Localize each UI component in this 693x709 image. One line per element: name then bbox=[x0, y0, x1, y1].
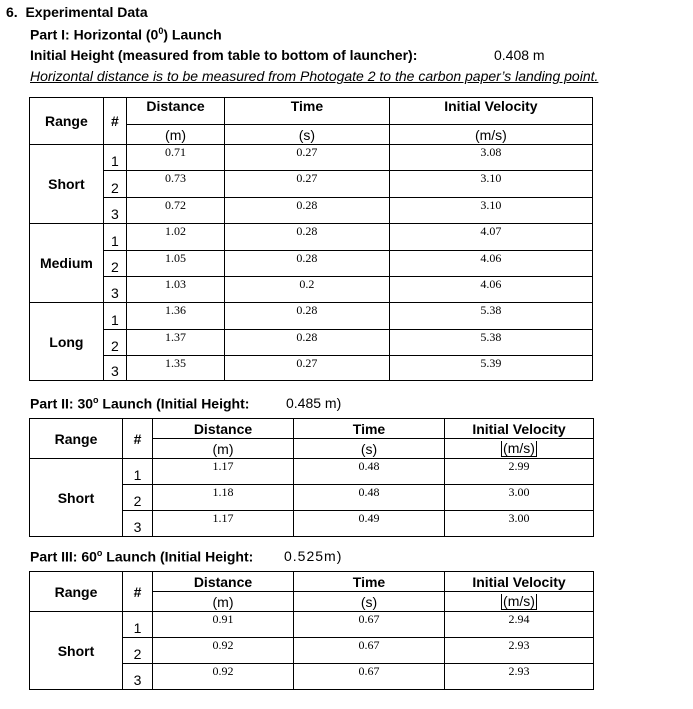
unit-velocity-cell bbox=[445, 439, 594, 459]
part3-title-suffix: Launch (Initial Height: bbox=[102, 548, 254, 565]
table-row bbox=[30, 356, 593, 381]
time-cell: 0.67 bbox=[294, 638, 445, 664]
row-number: 3 bbox=[103, 356, 126, 381]
unit-velocity: (m/s) bbox=[389, 125, 592, 145]
part3-title bbox=[30, 548, 253, 565]
time-cell: 0.28 bbox=[225, 251, 390, 277]
velocity-cell: 2.94 bbox=[445, 612, 594, 638]
part1-height-label: Initial Height (measured from table to bottom of launcher): bbox=[30, 47, 418, 63]
distance-cell: 1.17 bbox=[153, 459, 294, 485]
part1-note: Horizontal distance is to be measured from Photogate 2 to the carbon paper’s landing point. bbox=[30, 68, 599, 84]
table-row bbox=[30, 224, 593, 251]
distance-cell: 0.72 bbox=[127, 198, 225, 224]
distance-cell: 0.91 bbox=[153, 612, 294, 638]
row-number: 1 bbox=[103, 145, 126, 171]
time-cell: 0.49 bbox=[294, 511, 445, 537]
part1-title-sup: 0 bbox=[158, 26, 164, 36]
part2-title-suffix: Launch (Initial Height: bbox=[98, 395, 250, 412]
distance-cell: 1.35 bbox=[127, 356, 225, 381]
range-cell: Short bbox=[30, 459, 123, 537]
unit-distance: (m) bbox=[153, 439, 294, 459]
range-cell: Short bbox=[30, 145, 104, 224]
part3-title-sup: o bbox=[96, 548, 103, 558]
time-cell: 0.48 bbox=[294, 459, 445, 485]
time-cell: 0.48 bbox=[294, 485, 445, 511]
distance-cell: 1.37 bbox=[127, 330, 225, 356]
unit-distance: (m) bbox=[127, 125, 225, 145]
range-cell: Short bbox=[30, 612, 123, 690]
part1-title-suffix: ) Launch bbox=[163, 26, 222, 43]
row-number: 3 bbox=[103, 198, 126, 224]
table-row bbox=[30, 171, 593, 198]
header-velocity: Initial Velocity bbox=[445, 572, 594, 592]
header-num: # bbox=[123, 419, 153, 459]
row-number: 2 bbox=[103, 251, 126, 277]
header-distance: Distance bbox=[153, 572, 294, 592]
row-number: 2 bbox=[103, 171, 126, 198]
range-cell: Medium bbox=[30, 224, 104, 303]
distance-cell: 0.73 bbox=[127, 171, 225, 198]
velocity-cell: 3.10 bbox=[389, 171, 592, 198]
velocity-cell: 5.38 bbox=[389, 303, 592, 330]
time-cell: 0.28 bbox=[225, 224, 390, 251]
distance-cell: 1.02 bbox=[127, 224, 225, 251]
part3-table bbox=[29, 571, 594, 690]
distance-cell: 0.71 bbox=[127, 145, 225, 171]
row-number: 3 bbox=[123, 511, 153, 537]
part1-height-value: 0.408 m bbox=[494, 47, 545, 63]
velocity-cell: 5.39 bbox=[389, 356, 592, 381]
table-row bbox=[30, 303, 593, 330]
row-number: 1 bbox=[123, 459, 153, 485]
distance-cell: 1.36 bbox=[127, 303, 225, 330]
distance-cell: 1.17 bbox=[153, 511, 294, 537]
velocity-cell: 2.93 bbox=[445, 638, 594, 664]
table-row bbox=[30, 145, 593, 171]
velocity-cell: 3.10 bbox=[389, 198, 592, 224]
distance-cell: 1.03 bbox=[127, 277, 225, 303]
unit-time: (s) bbox=[294, 592, 445, 612]
row-number: 2 bbox=[123, 485, 153, 511]
part2-title-prefix: Part II: 30 bbox=[30, 395, 94, 412]
velocity-cell: 2.93 bbox=[445, 664, 594, 690]
table-row bbox=[30, 330, 593, 356]
row-number: 2 bbox=[123, 638, 153, 664]
unit-velocity-cell bbox=[445, 592, 594, 612]
distance-cell: 1.18 bbox=[153, 485, 294, 511]
time-cell: 0.28 bbox=[225, 330, 390, 356]
part2-title bbox=[30, 395, 249, 412]
part3-height-value: 0.525m) bbox=[284, 548, 343, 564]
unit-velocity: (m/s) bbox=[503, 440, 535, 456]
part1-title-prefix: Part I: Horizontal (0 bbox=[30, 26, 159, 43]
time-cell: 0.28 bbox=[225, 198, 390, 224]
time-cell: 0.2 bbox=[225, 277, 390, 303]
velocity-cell: 2.99 bbox=[445, 459, 594, 485]
velocity-cell: 3.00 bbox=[445, 485, 594, 511]
unit-distance: (m) bbox=[153, 592, 294, 612]
table-row bbox=[30, 198, 593, 224]
unit-time: (s) bbox=[225, 125, 390, 145]
table-row bbox=[30, 277, 593, 303]
row-number: 2 bbox=[103, 330, 126, 356]
velocity-cell: 3.00 bbox=[445, 511, 594, 537]
unit-velocity: (m/s) bbox=[503, 593, 535, 609]
table-row bbox=[30, 459, 594, 485]
header-time: Time bbox=[225, 98, 390, 125]
section-number: 6. bbox=[6, 4, 18, 20]
header-distance: Distance bbox=[153, 419, 294, 439]
part1-table bbox=[29, 97, 593, 381]
velocity-cell: 3.08 bbox=[389, 145, 592, 171]
header-range: Range bbox=[30, 98, 104, 145]
header-num: # bbox=[123, 572, 153, 612]
header-distance: Distance bbox=[127, 98, 225, 125]
header-velocity: Initial Velocity bbox=[389, 98, 592, 125]
part2-table bbox=[29, 418, 594, 537]
part1-title bbox=[30, 26, 222, 43]
time-cell: 0.27 bbox=[225, 356, 390, 381]
unit-time: (s) bbox=[294, 439, 445, 459]
row-number: 1 bbox=[103, 224, 126, 251]
section-heading bbox=[6, 4, 148, 20]
part3-title-prefix: Part III: 60 bbox=[30, 548, 97, 565]
time-cell: 0.28 bbox=[225, 303, 390, 330]
section-title: Experimental Data bbox=[25, 4, 148, 20]
row-number: 3 bbox=[123, 664, 153, 690]
header-range: Range bbox=[30, 572, 123, 612]
velocity-cell: 4.07 bbox=[389, 224, 592, 251]
row-number: 3 bbox=[103, 277, 126, 303]
header-velocity: Initial Velocity bbox=[445, 419, 594, 439]
velocity-cell: 4.06 bbox=[389, 251, 592, 277]
velocity-cell: 4.06 bbox=[389, 277, 592, 303]
time-cell: 0.67 bbox=[294, 664, 445, 690]
header-time: Time bbox=[294, 572, 445, 592]
velocity-cell: 5.38 bbox=[389, 330, 592, 356]
distance-cell: 0.92 bbox=[153, 664, 294, 690]
range-cell: Long bbox=[30, 303, 104, 381]
header-range: Range bbox=[30, 419, 123, 459]
part2-title-sup: o bbox=[93, 395, 99, 405]
time-cell: 0.67 bbox=[294, 612, 445, 638]
part2-height-value: 0.485 m) bbox=[286, 395, 342, 411]
row-number: 1 bbox=[103, 303, 126, 330]
time-cell: 0.27 bbox=[225, 171, 390, 198]
table-row bbox=[30, 612, 594, 638]
distance-cell: 1.05 bbox=[127, 251, 225, 277]
row-number: 1 bbox=[123, 612, 153, 638]
header-num: # bbox=[103, 98, 126, 145]
header-time: Time bbox=[294, 419, 445, 439]
distance-cell: 0.92 bbox=[153, 638, 294, 664]
table-row bbox=[30, 251, 593, 277]
time-cell: 0.27 bbox=[225, 145, 390, 171]
